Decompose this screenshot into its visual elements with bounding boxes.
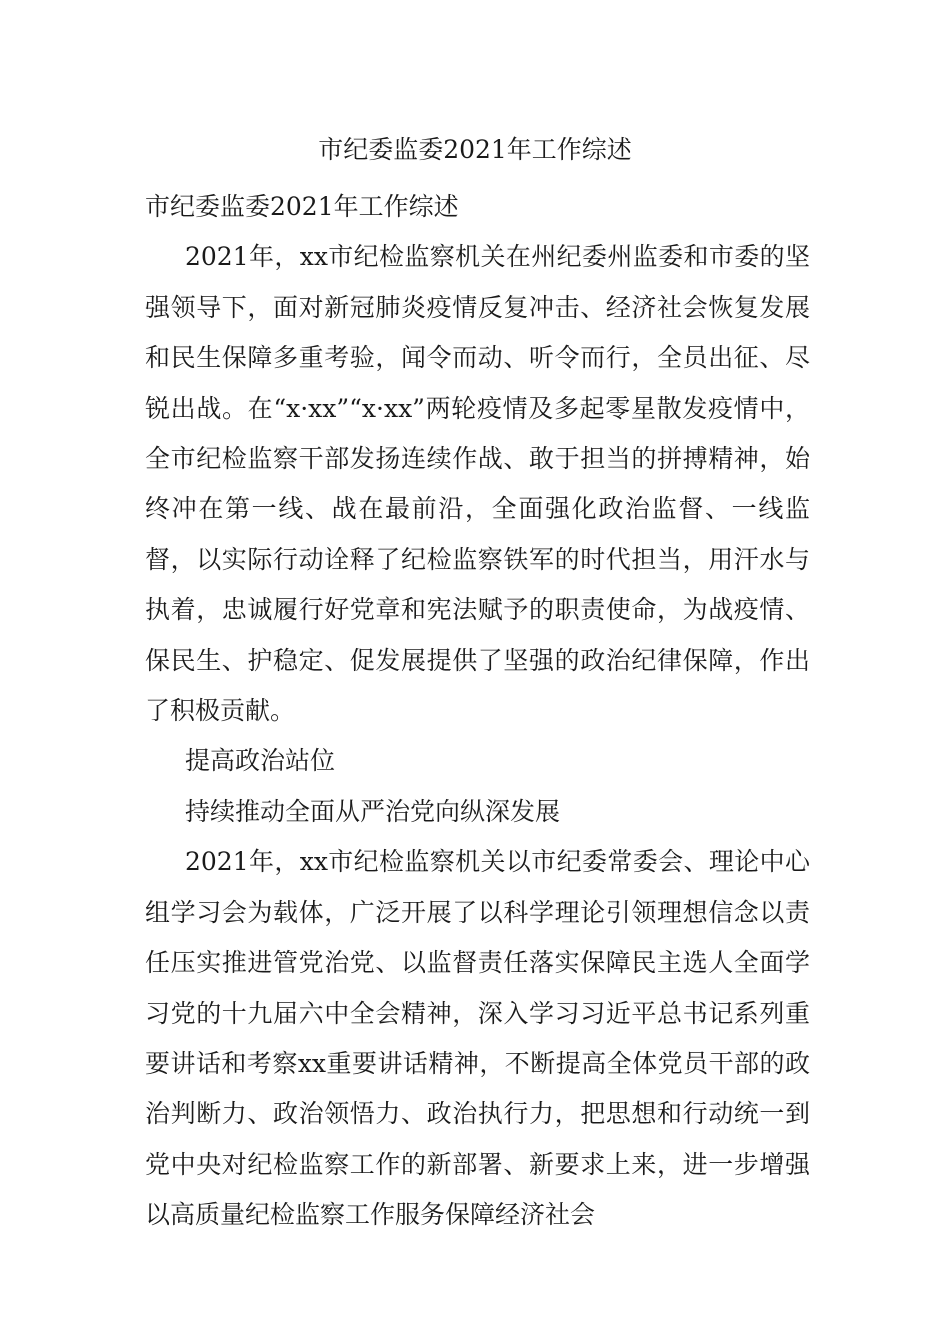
section-heading: 提高政治站位: [185, 746, 336, 776]
section-subheading: 持续推动全面从严治党向纵深发展: [185, 796, 561, 826]
document-subtitle: 市纪委监委2021年工作综述: [145, 192, 459, 221]
body-paragraph: 2021年，xx市纪检监察机关以市纪委常委会、理论中心组学习会为载体，广泛开展了以科学理论引领理想信念以责任压实推进管党治党、以监督责任落实保障民主选人全面学习党的十九届六中全会精神，深入学习习近平总书记系列重要讲话和考察xx重要讲话精神，不断提高全体党员干部的政治判断力、政治领悟力、政治执行力，把思想和行动统一到党中央对纪检监察工作的新部署、新要求上来，进一步增强以高质量纪检监察工作服务保障经济社会: [145, 847, 810, 1230]
document-body: [145, 182, 810, 1241]
body-paragraph: 2021年，xx市纪检监察机关在州纪委州监委和市委的坚强领导下，面对新冠肺炎疫情反复冲击、经济社会恢复发展和民生保障多重考验，闻令而动、听令而行，全员出征、尽锐出战。在“x·xx”“x·xx”两轮疫情及多起零星散发疫情中，全市纪检监察干部发扬连续作战、敢于担当的拼搏精神，始终冲在第一线、战在最前沿，全面强化政治监督、一线监督，以实际行动诠释了纪检监察铁军的时代担当，用汗水与执着，忠诚履行好党章和宪法赋予的职责使命，为战疫情、保民生、护稳定、促发展提供了坚强的政治纪律保障，作出了积极贡献。: [145, 242, 810, 726]
document-title: 市纪委监委2021年工作综述: [318, 135, 632, 164]
